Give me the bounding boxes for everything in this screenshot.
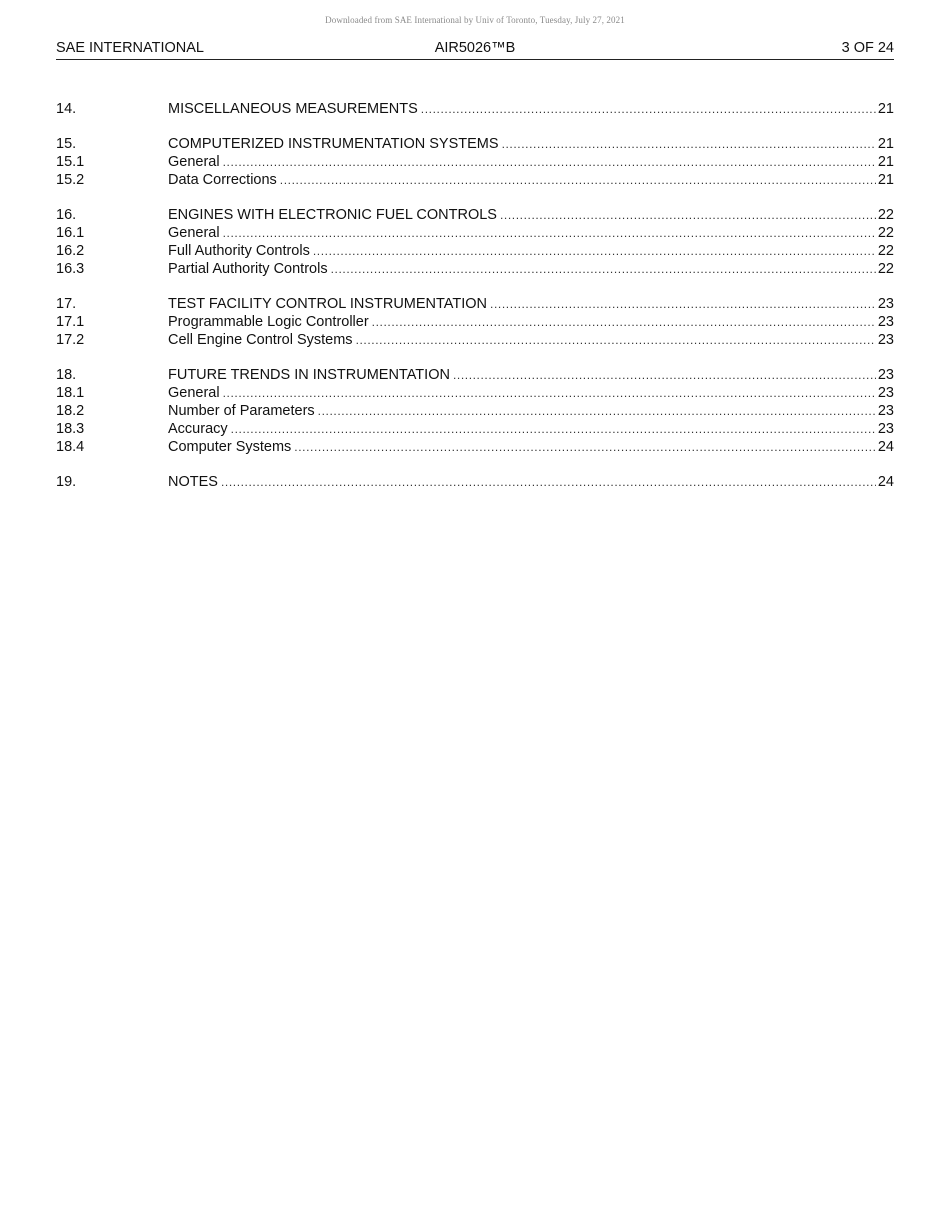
toc-entry-page: 23 [877,314,894,330]
toc-entry-page: 21 [877,154,894,170]
toc-entry-page: 22 [877,243,894,259]
toc-group [56,473,894,491]
toc-dot-leader [318,402,876,420]
toc-dot-leader [294,438,876,456]
toc-entry-number: 18.1 [56,385,85,401]
toc-dot-leader [331,260,876,278]
toc-entry [56,402,894,420]
toc-entry-title: General [168,225,220,241]
toc-entry-number: 16.2 [56,243,85,259]
toc-group [56,100,894,118]
toc-entry-number: 15.1 [56,154,85,170]
toc-entry-title: General [168,154,220,170]
toc-dot-leader [421,100,876,118]
toc-entry-title: Computer Systems [168,439,292,455]
toc-dot-leader [490,295,876,313]
toc-entry-title: Accuracy [168,421,228,437]
toc-entry-title: MISCELLANEOUS MEASUREMENTS [168,101,418,117]
toc-entry [56,100,894,118]
toc-entry-title: Partial Authority Controls [168,261,328,277]
toc-entry-number: 14. [56,101,77,117]
toc-group [56,135,894,189]
toc-dot-leader [356,331,876,349]
toc-entry-title: Number of Parameters [168,403,315,419]
toc-entry [56,153,894,171]
toc-entry-page: 24 [877,474,894,490]
toc-entry-page: 23 [877,332,894,348]
toc-group [56,206,894,278]
toc-entry-title: General [168,385,220,401]
toc-entry [56,366,894,384]
toc-entry [56,473,894,491]
toc-entry-number: 15.2 [56,172,85,188]
toc-dot-leader [502,135,876,153]
toc-entry [56,438,894,456]
toc-entry-page: 24 [877,439,894,455]
toc-entry [56,242,894,260]
toc-entry-number: 19. [56,474,77,490]
toc-group [56,295,894,349]
toc-dot-leader [221,473,876,491]
toc-dot-leader [313,242,876,260]
download-watermark: Downloaded from SAE International by Univ of Toronto, Tuesday, July 27, 2021 [325,15,625,25]
toc-dot-leader [500,206,876,224]
toc-entry [56,171,894,189]
table-of-contents [56,100,894,508]
header-doc-id: AIR5026™B [434,40,516,56]
header-page-info: 3 OF 24 [841,40,894,56]
toc-dot-leader [223,224,876,242]
toc-entry-title: COMPUTERIZED INSTRUMENTATION SYSTEMS [168,136,499,152]
toc-entry [56,224,894,242]
toc-entry-page: 23 [877,385,894,401]
toc-entry-page: 22 [877,261,894,277]
toc-dot-leader [223,153,876,171]
toc-dot-leader [280,171,876,189]
toc-entry-number: 16.1 [56,225,85,241]
toc-entry-title: NOTES [168,474,218,490]
toc-entry [56,384,894,402]
toc-entry-number: 17. [56,296,77,312]
toc-entry [56,313,894,331]
toc-dot-leader [372,313,876,331]
toc-dot-leader [231,420,876,438]
toc-entry-title: Cell Engine Control Systems [168,332,353,348]
toc-entry [56,295,894,313]
toc-entry-number: 16. [56,207,77,223]
toc-entry-page: 23 [877,296,894,312]
toc-entry-page: 22 [877,225,894,241]
toc-entry-number: 18.3 [56,421,85,437]
toc-entry-title: Full Authority Controls [168,243,310,259]
toc-entry-page: 23 [877,367,894,383]
toc-entry [56,206,894,224]
toc-dot-leader [223,384,876,402]
toc-entry-number: 18.2 [56,403,85,419]
toc-entry-number: 18. [56,367,77,383]
toc-entry-page: 21 [877,101,894,117]
toc-entry-title: Data Corrections [168,172,277,188]
toc-entry-page: 21 [877,172,894,188]
toc-entry-number: 18.4 [56,439,85,455]
toc-entry-title: FUTURE TRENDS IN INSTRUMENTATION [168,367,450,383]
toc-entry-title: TEST FACILITY CONTROL INSTRUMENTATION [168,296,488,312]
toc-entry-page: 23 [877,421,894,437]
toc-entry-page: 21 [877,136,894,152]
toc-entry [56,135,894,153]
toc-entry-page: 23 [877,403,894,419]
toc-entry-number: 17.1 [56,314,85,330]
toc-group [56,366,894,456]
toc-entry-page: 22 [877,207,894,223]
toc-entry [56,331,894,349]
toc-entry-number: 17.2 [56,332,85,348]
toc-entry-number: 16.3 [56,261,85,277]
toc-entry [56,420,894,438]
toc-entry-title: Programmable Logic Controller [168,314,369,330]
toc-dot-leader [453,366,876,384]
header-org: SAE INTERNATIONAL [56,40,204,56]
toc-entry-title: ENGINES WITH ELECTRONIC FUEL CONTROLS [168,207,497,223]
toc-entry-number: 15. [56,136,77,152]
page-header [56,38,894,60]
toc-entry [56,260,894,278]
